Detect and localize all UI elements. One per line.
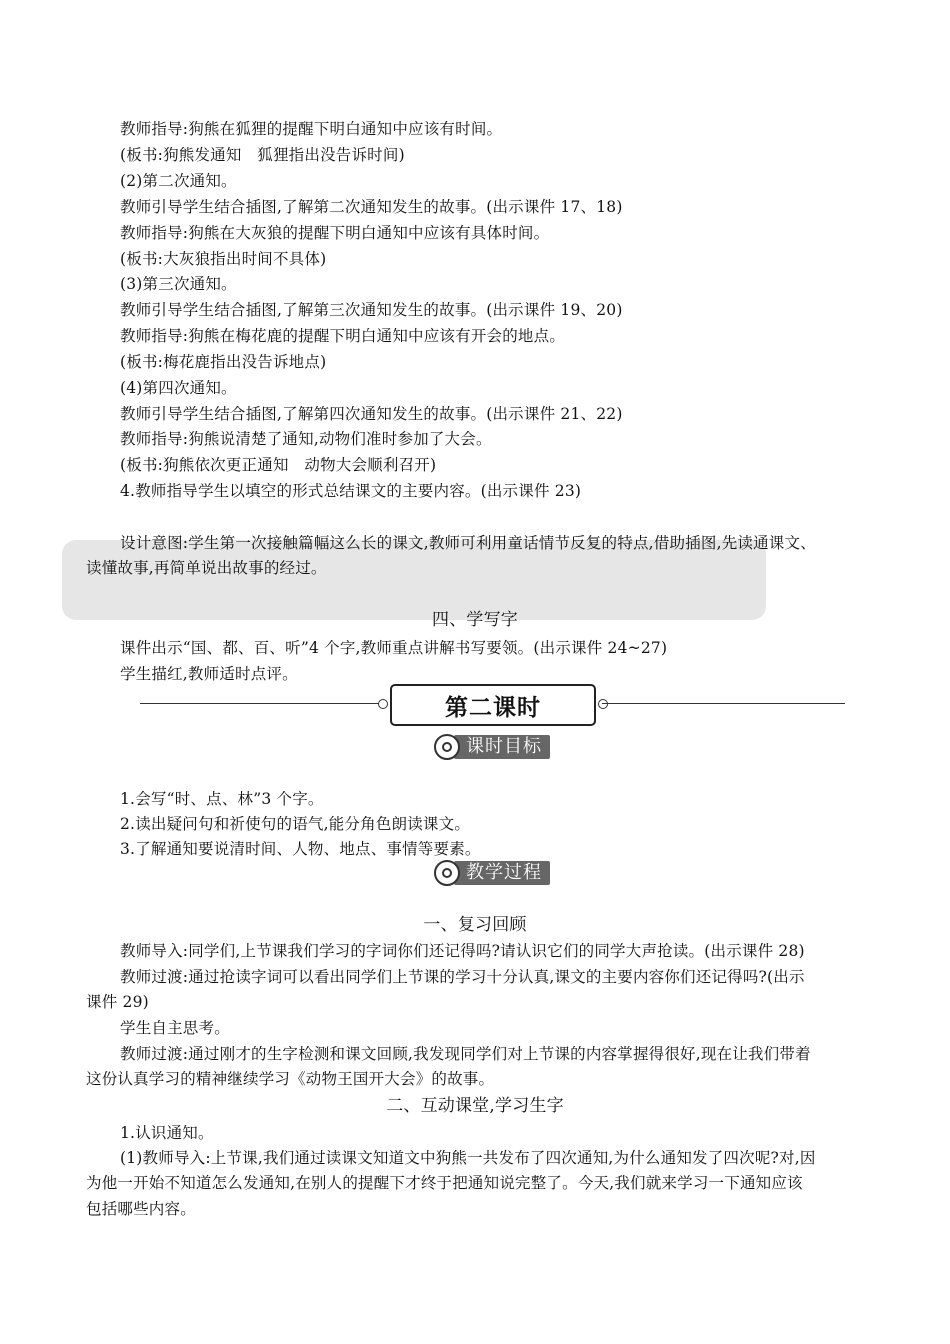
design-intent-line: 设计意图:学生第一次接触篇幅这么长的课文,教师可利用童话情节反复的特点,借助插图,先读通课文、 [120, 534, 816, 552]
goals-tag [434, 734, 550, 760]
text-line: 教师引导学生结合插图,了解第二次通知发生的故事。(出示课件 17、18) [120, 198, 623, 216]
section-heading: 一、复习回顾 [423, 915, 527, 935]
section-heading: 二、互动课堂,学习生字 [386, 1096, 564, 1116]
target-icon [434, 734, 460, 760]
text-line: 为他一开始不知道怎么发通知,在别人的提醒下才终于把通知说完整了。今天,我们就来学习一下通知应该 [86, 1174, 803, 1192]
process-tag-label: 教学过程 [454, 861, 550, 885]
text-line: (板书:梅花鹿指出没告诉地点) [120, 353, 327, 371]
text-line: 4.教师指导学生以填空的形式总结课文的主要内容。(出示课件 23) [120, 482, 582, 500]
text-line: 教师指导:狗熊在狐狸的提醒下明白通知中应该有时间。 [120, 120, 503, 138]
banner-knot-left [378, 699, 388, 709]
text-line: (板书:狗熊发通知 狐狸指出没告诉时间) [120, 146, 405, 164]
banner-rule-right [602, 703, 845, 704]
text-line: 学生自主思考。 [120, 1019, 230, 1037]
text-line: 教师指导:狗熊在大灰狼的提醒下明白通知中应该有具体时间。 [120, 224, 550, 242]
text-line: 教师指导:狗熊说清楚了通知,动物们准时参加了大会。 [120, 430, 492, 448]
design-intent-line: 读懂故事,再简单说出故事的经过。 [86, 559, 327, 577]
goal-item: 3.了解通知要说清时间、人物、地点、事情等要素。 [120, 840, 481, 858]
text-line: (3)第三次通知。 [120, 275, 237, 293]
text-line: 这份认真学习的精神继续学习《动物王国开大会》的故事。 [86, 1070, 495, 1088]
text-line: 教师引导学生结合插图,了解第四次通知发生的故事。(出示课件 21、22) [120, 405, 623, 423]
goals-tag-label: 课时目标 [454, 735, 550, 759]
text-line: (板书:狗熊依次更正通知 动物大会顺利召开) [120, 456, 437, 474]
section-heading: 四、学写字 [432, 610, 518, 630]
text-line: 学生描红,教师适时点评。 [120, 665, 298, 683]
text-line: 教师导入:同学们,上节课我们学习的字词你们还记得吗?请认识它们的同学大声抢读。(出示课件 28) [120, 942, 805, 960]
process-tag [434, 860, 550, 886]
text-line: 教师过渡:通过刚才的生字检测和课文回顾,我发现同学们对上节课的内容掌握得很好,现在让我们带着 [120, 1045, 811, 1063]
text-line: 教师指导:狗熊在梅花鹿的提醒下明白通知中应该有开会的地点。 [120, 327, 566, 345]
goal-item: 1.会写“时、点、林”3 个字。 [120, 790, 324, 808]
banner-knot-right [598, 699, 608, 709]
text-line: 包括哪些内容。 [86, 1200, 196, 1218]
lesson-title: 第二课时 [390, 684, 596, 726]
text-line: 课件 29) [86, 993, 149, 1011]
lesson-banner [140, 684, 845, 724]
text-line: 课件出示“国、都、百、听”4 个字,教师重点讲解书写要领。(出示课件 24~27) [120, 639, 668, 657]
text-line: (板书:大灰狼指出时间不具体) [120, 250, 327, 268]
goal-item: 2.读出疑问句和祈使句的语气,能分角色朗读课文。 [120, 815, 471, 833]
text-line: (4)第四次通知。 [120, 379, 237, 397]
text-line: 教师引导学生结合插图,了解第三次通知发生的故事。(出示课件 19、20) [120, 301, 623, 319]
text-line: (2)第二次通知。 [120, 172, 237, 190]
text-line: 教师过渡:通过抢读字词可以看出同学们上节课的学习十分认真,课文的主要内容你们还记得吗?(出示 [120, 968, 805, 986]
target-icon [434, 860, 460, 886]
banner-rule-left [140, 703, 382, 704]
text-line: 1.认识通知。 [120, 1124, 214, 1142]
text-line: (1)教师导入:上节课,我们通过读课文知道文中狗熊一共发布了四次通知,为什么通知发了四次呢?对,因 [120, 1149, 816, 1167]
